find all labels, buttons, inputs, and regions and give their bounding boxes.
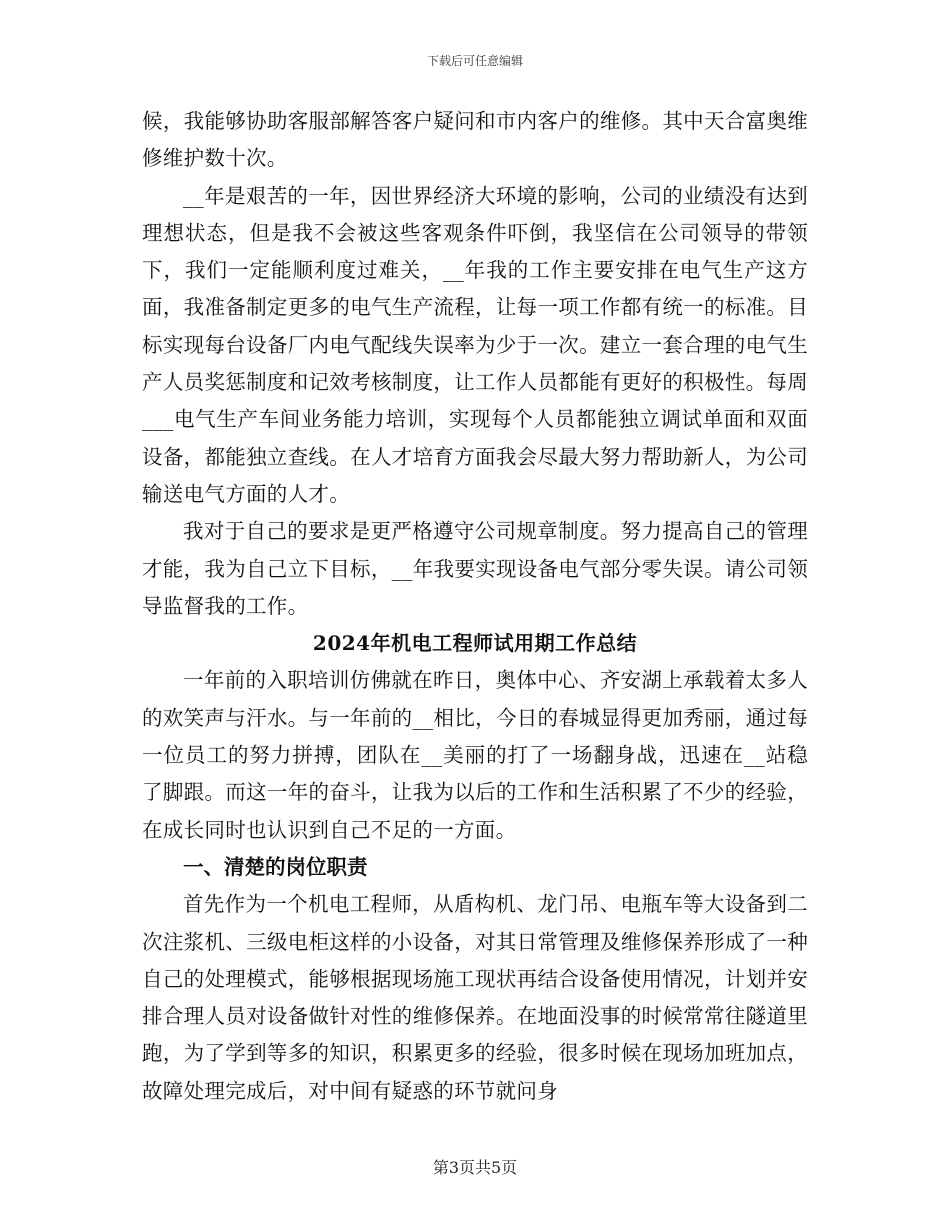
paragraph-continuation: 候，我能够协助客服部解答客户疑问和市内客户的维修。其中天合富奥维修维护数十次。 xyxy=(142,109,808,171)
paragraph-work-plan: __年是艰苦的一年，因世界经济大环境的影响，公司的业绩没有达到理想状态，但是我不会被这些客观条件吓倒，我坚信在公司领导的带领下，我们一定能顺利度过难关，__年我的工作主要安排在电气生产这方面，我准备制定更多的电气生产流程，让每一项工作都有统一的标准。目标实现每台设备厂内电气配线失误率为少于一次。建立一套合理的电气生产人员奖惩制度和记效考核制度，让工作人员都能有更好的积极性。每周___电气生产车间业务能力培训，实现每个人员都能独立调试单面和双面设备，都能独立查线。在人才培育方面我会尽最大努力帮助新人，为公司输送电气方面的人才。 xyxy=(142,183,808,506)
paragraph-introduction: 一年前的入职培训仿佛就在昨日，奥体中心、齐安湖上承载着太多人的欢笑声与汗水。与一年前的__相比，今日的春城显得更加秀丽，通过每一位员工的努力拼搏，团队在__美丽的打了一场翻身战，迅速在__站稳了脚跟。而这一年的奋斗，让我为以后的工作和生活积累了不少的经验，在成长同时也认识到自己不足的一方面。 xyxy=(142,668,808,842)
section-heading-responsibilities: 一、清楚的岗位职责 xyxy=(183,854,368,879)
document-body xyxy=(142,103,808,1110)
page-number: 第3页共5页 xyxy=(432,1158,518,1177)
paragraph-responsibilities: 首先作为一个机电工程师，从盾构机、龙门吊、电瓶车等大设备到二次注浆机、三级电柜这样的小设备，对其日常管理及维修保养形成了一种自己的处理模式，能够根据现场施工现状再结合设备使用情况，计划并安排合理人员对设备做针对性的维修保养。在地面没事的时候常常往隧道里跑，为了学到等多的知识，积累更多的经验，很多时候在现场加班加点，故障处理完成后，对中间有疑惑的环节就问身 xyxy=(142,892,808,1103)
paragraph-self-requirement: 我对于自己的要求是更严格遵守公司规章制度。努力提高自己的管理才能，我为自己立下目标，__年我要实现设备电气部分零失误。请公司领导监督我的工作。 xyxy=(142,519,808,618)
section-title: 2024年机电工程师试用期工作总结 xyxy=(312,631,638,656)
header-note: 下载后可任意编辑 xyxy=(426,54,523,68)
